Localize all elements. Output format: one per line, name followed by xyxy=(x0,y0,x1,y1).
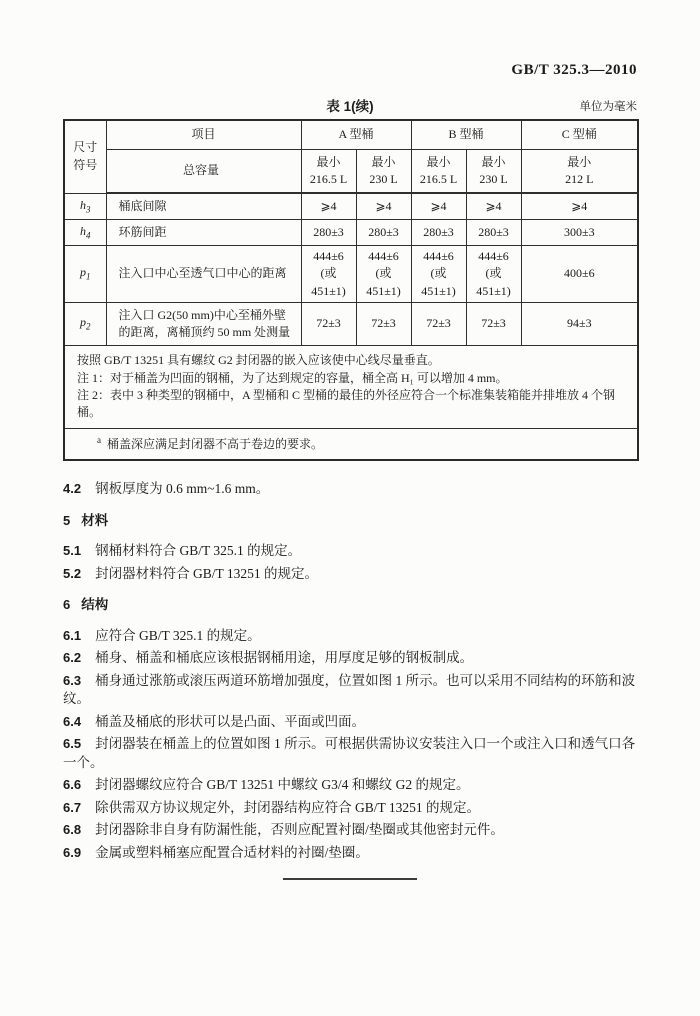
symbol-p2: $p_2$ xyxy=(64,303,106,346)
col-type-b: B 型桶 xyxy=(411,120,521,150)
value-cell: ⩾4 xyxy=(411,193,466,220)
table-row-h3 xyxy=(64,193,638,220)
value-cell: 72±3 xyxy=(411,303,466,346)
value-cell: 400±6 xyxy=(521,246,638,303)
clause-6-4: 6.4 桶盖及桶底的形状可以是凸面、平面或凹面。 xyxy=(63,713,366,729)
value-cell: 444±6 (或 451±1) xyxy=(356,246,411,303)
col-type-c: C 型桶 xyxy=(521,120,638,150)
note-1: 注 1：对于桶盖为凹面的钢桶，为了达到规定的容量，桶全高 H₁ 可以增加 4 mm。 xyxy=(77,370,508,385)
note-requirement: 按照 GB/T 13251 具有螺纹 G2 封闭器的嵌入应该使中心线尽量垂直。 xyxy=(77,353,440,368)
item-label: 环筋间距 xyxy=(106,220,301,246)
table-notes-row xyxy=(64,346,638,429)
col-item: 项目 xyxy=(106,120,301,150)
doc-number: GB/T 325.3—2010 xyxy=(511,62,637,78)
item-label: 桶底间隙 xyxy=(106,193,301,220)
value-cell: 72±3 xyxy=(301,303,356,346)
clause-6-9: 6.9 金属或塑料桶塞应配置合适材料的衬圈/垫圈。 xyxy=(63,844,369,860)
clause-6-5: 6.5 封闭器装在桶盖上的位置如图 1 所示。可根据供需协议安装注入口一个或注入口和透气口各一个。 xyxy=(63,736,636,770)
table-caption: 表 1(续) xyxy=(326,99,374,114)
item-label: 注入口中心至透气口中心的距离 xyxy=(106,246,301,303)
section-heading-6: 6 结构 xyxy=(63,597,109,613)
value-cell: 280±3 xyxy=(411,220,466,246)
capacity-b2: 最小 230 L xyxy=(466,150,521,194)
dim-symbol-label-line1: 尺寸 xyxy=(73,140,98,155)
table-header-row-2 xyxy=(64,150,638,194)
clause-5-1: 5.1 钢桶材料符合 GB/T 325.1 的规定。 xyxy=(63,543,302,559)
value-cell: 444±6 (或 451±1) xyxy=(301,246,356,303)
capacity-b1: 最小 216.5 L xyxy=(411,150,466,194)
body-sections xyxy=(63,480,637,862)
table-row-p1 xyxy=(64,246,638,303)
capacity-a1: 最小 216.5 L xyxy=(301,150,356,194)
table-row-p2 xyxy=(64,303,638,346)
symbol-h3: $h_3$ xyxy=(64,193,106,220)
value-cell: 280±3 xyxy=(356,220,411,246)
table-footnote xyxy=(64,428,638,460)
dim-symbol-label-line2: 符号 xyxy=(73,157,98,172)
table-notes xyxy=(64,346,638,429)
value-cell: ⩾4 xyxy=(521,193,638,220)
table-row-h4 xyxy=(64,220,638,246)
note-2: 注 2：表中 3 种类型的钢桶中，A 型桶和 C 型桶的最佳的外径应符合一个标准集装箱能并排堆放 4 个钢桶。 xyxy=(77,387,616,420)
symbol-p1: $p_1$ xyxy=(64,246,106,303)
value-cell: 280±3 xyxy=(466,220,521,246)
capacity-label: 总容量 xyxy=(106,150,301,194)
value-cell: ⩾4 xyxy=(301,193,356,220)
value-cell: 280±3 xyxy=(301,220,356,246)
value-cell: ⩾4 xyxy=(356,193,411,220)
clause-6-1: 6.1 应符合 GB/T 325.1 的规定。 xyxy=(63,627,261,643)
value-cell: 444±6 (或 451±1) xyxy=(411,246,466,303)
end-of-text-line xyxy=(283,878,417,880)
item-label: 注入口 G2(50 mm)中心至桶外壁的距离，离桶顶约 50 mm 处测量 xyxy=(106,303,301,346)
table-header-row-1 xyxy=(64,120,638,150)
unit-note: 单位为毫米 xyxy=(579,101,637,113)
clause-6-3: 6.3 桶身通过涨筋或滚压两道环筋增加强度，位置如图 1 所示。也可以采用不同结构的环筋和波纹。 xyxy=(63,672,636,707)
clause-4-2: 4.2 钢板厚度为 0.6 mm~1.6 mm。 xyxy=(63,481,270,497)
symbol-h4: $h_4$ xyxy=(64,220,106,246)
clause-6-7: 6.7 除供需双方协议规定外，封闭器结构应符合 GB/T 13251 的规定。 xyxy=(63,799,480,815)
col-type-a: A 型桶 xyxy=(301,120,411,150)
table-footnote-row xyxy=(64,428,638,460)
value-cell: 444±6 (或 451±1) xyxy=(466,246,521,303)
value-cell: 300±3 xyxy=(521,220,638,246)
dimensions-table xyxy=(63,119,639,461)
footnote-text: 桶盖深应满足封闭器不高于卷边的要求。 xyxy=(107,436,324,451)
clause-6-8: 6.8 封闭器除非自身有防漏性能，否则应配置衬圈/垫圈或其他密封元件。 xyxy=(63,822,504,838)
value-cell: ⩾4 xyxy=(466,193,521,220)
value-cell: 72±3 xyxy=(356,303,411,346)
value-cell: 72±3 xyxy=(466,303,521,346)
table-caption-row xyxy=(63,95,637,113)
value-cell: 94±3 xyxy=(521,303,638,346)
capacity-a2: 最小 230 L xyxy=(356,150,411,194)
capacity-c: 最小 212 L xyxy=(521,150,638,194)
footnote-marker: a xyxy=(97,434,101,445)
clause-5-2: 5.2 封闭器材料符合 GB/T 13251 的规定。 xyxy=(63,565,318,581)
clause-6-6: 6.6 封闭器螺纹应符合 GB/T 13251 中螺纹 G3/4 和螺纹 G2 的规定。 xyxy=(63,777,470,793)
clause-6-2: 6.2 桶身、桶盖和桶底应该根据钢桶用途，用厚度足够的钢板制成。 xyxy=(63,650,474,666)
section-heading-5: 5 材料 xyxy=(63,512,109,528)
col-dim-symbol xyxy=(64,120,106,193)
